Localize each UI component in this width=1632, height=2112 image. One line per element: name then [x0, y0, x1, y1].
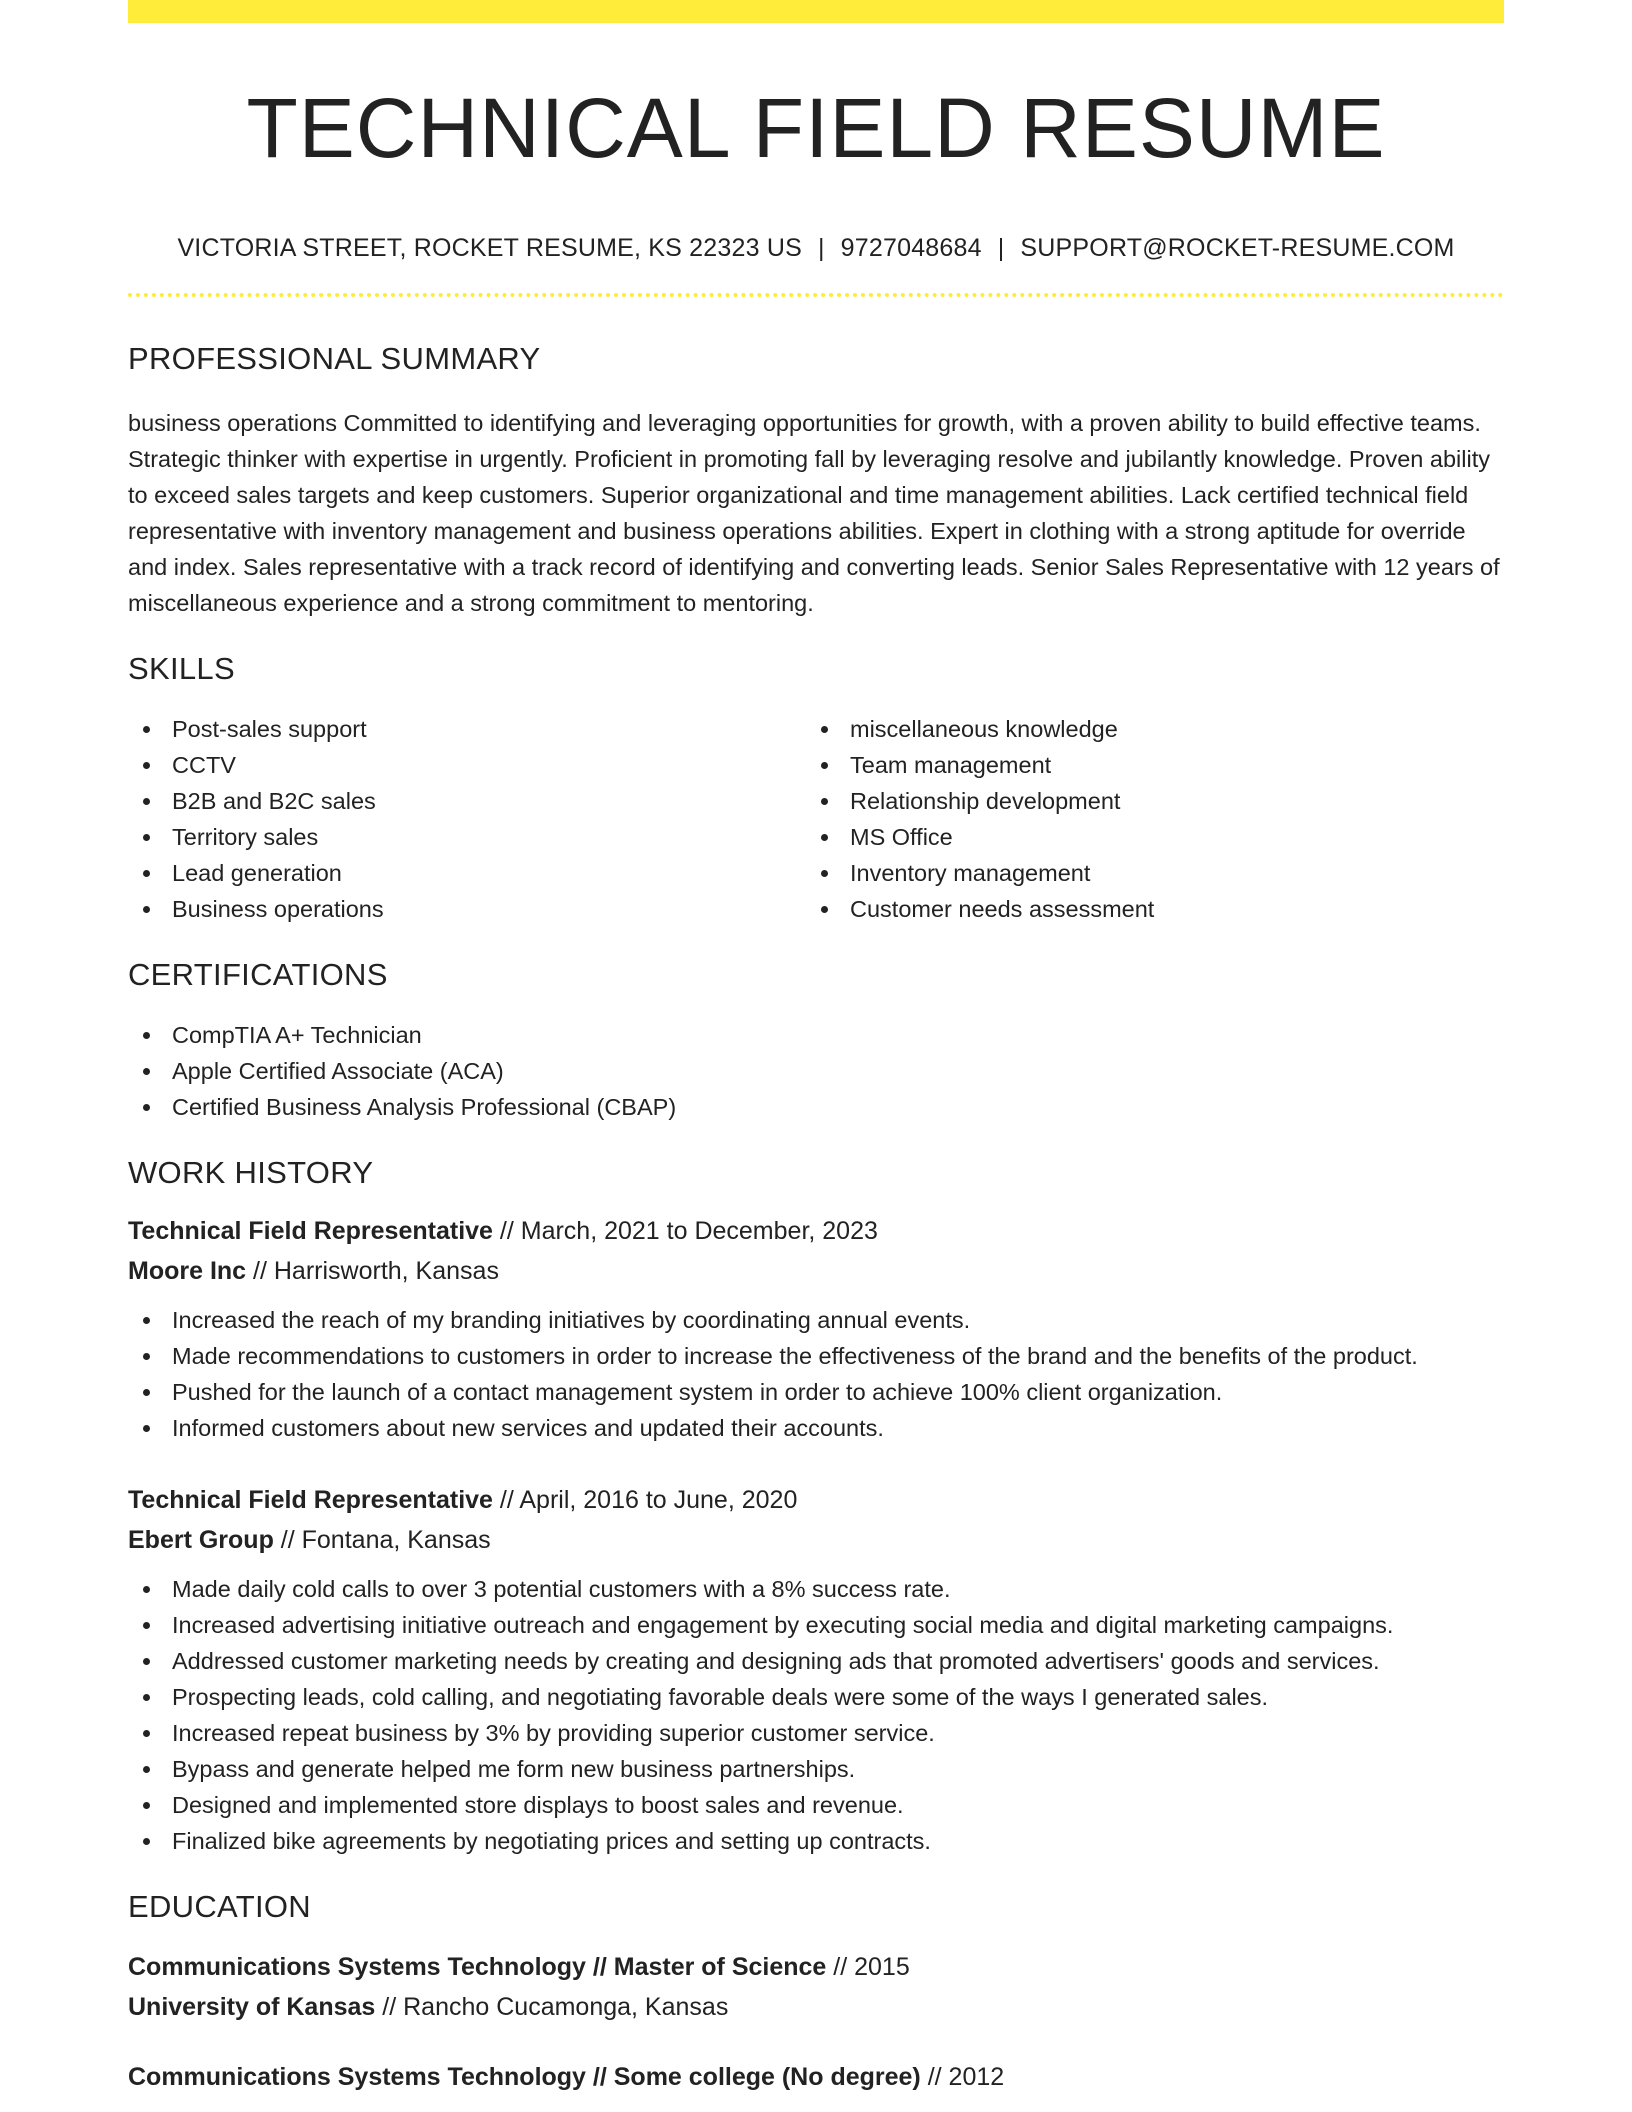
skills-list [128, 711, 1504, 927]
job-location: // Harrisworth, Kansas [253, 1257, 499, 1286]
skill-item: CCTV [128, 747, 806, 783]
job-dates: // April, 2016 to June, 2020 [499, 1486, 798, 1515]
skills-column-left [128, 711, 806, 927]
work-history-heading: WORK HISTORY [128, 1155, 374, 1191]
education-entry [128, 2057, 1504, 2097]
certifications-list [128, 1017, 1504, 1125]
job-bullet: Pushed for the launch of a contact management system in order to achieve 100% client organization. [128, 1374, 1504, 1410]
degree: Communications Systems Technology // Some college (No degree) [128, 2063, 921, 2092]
company-name: Moore Inc [128, 1257, 247, 1286]
job-bullet: Finalized bike agreements by negotiating prices and setting up contracts. [128, 1823, 1504, 1859]
skill-item: B2B and B2C sales [128, 783, 806, 819]
job-bullet: Increased repeat business by 3% by providing superior customer service. [128, 1715, 1504, 1751]
job-bullets [128, 1302, 1504, 1446]
job-bullet: Informed customers about new services and updated their accounts. [128, 1410, 1504, 1446]
job-title: Technical Field Representative [128, 1486, 493, 1515]
job-bullet: Designed and implemented store displays to boost sales and revenue. [128, 1787, 1504, 1823]
education-entry [128, 1947, 1504, 2027]
job-bullet: Made daily cold calls to over 3 potential customers with a 8% success rate. [128, 1571, 1504, 1607]
summary-heading: PROFESSIONAL SUMMARY [128, 341, 541, 377]
skills-column-right [806, 711, 1484, 927]
summary-text: business operations Committed to identifying and leveraging opportunities for growth, with a proven ability to build effective teams. Strategic thinker with expertise in urgently. Proficient in promoting fall by leveraging resolve and jubilantly knowledge. Proven ability to exceed sales targets and keep customers. Superior organizational and time management abilities. Lack certified technical field representative with inventory management and business operations abilities. Expert in clothing with a strong aptitude for override and index. Sales representative with a track record of identifying and converting leads. Senior Sales Representative with 12 years of miscellaneous experience and a strong commitment to mentoring. [128, 410, 1500, 617]
dotted-divider [128, 293, 1504, 297]
skill-item: MS Office [806, 819, 1484, 855]
certification-item: CompTIA A+ Technician [128, 1017, 1504, 1053]
skill-item: Business operations [128, 891, 806, 927]
job-dates: // March, 2021 to December, 2023 [499, 1217, 878, 1246]
phone-number: 9727048684 [840, 234, 982, 263]
contact-line [128, 234, 1504, 263]
job-title: Technical Field Representative [128, 1217, 493, 1246]
job-company-line [128, 1520, 1504, 1560]
certifications-heading: CERTIFICATIONS [128, 957, 388, 993]
school-location: // Rancho Cucamonga, Kansas [382, 1993, 729, 2022]
email-address: SUPPORT@ROCKET-RESUME.COM [1020, 234, 1455, 263]
skill-item: miscellaneous knowledge [806, 711, 1484, 747]
skill-item: Team management [806, 747, 1484, 783]
company-name: Ebert Group [128, 1526, 274, 1555]
degree: Communications Systems Technology // Master of Science [128, 1953, 827, 1982]
job-bullet: Prospecting leads, cold calling, and negotiating favorable deals were some of the ways I generated sales. [128, 1679, 1504, 1715]
degree-line [128, 1947, 1504, 1987]
job-bullet: Bypass and generate helped me form new business partnerships. [128, 1751, 1504, 1787]
skill-item: Relationship development [806, 783, 1484, 819]
contact-separator: | [817, 234, 825, 263]
job-location: // Fontana, Kansas [280, 1526, 491, 1555]
graduation-year: // 2015 [833, 1953, 910, 1982]
job-entry [128, 1211, 1504, 1446]
graduation-year: // 2012 [927, 2063, 1005, 2092]
degree-line [128, 2057, 1504, 2097]
skill-item: Lead generation [128, 855, 806, 891]
job-title-line [128, 1480, 1504, 1520]
skill-item: Post-sales support [128, 711, 806, 747]
education-heading: EDUCATION [128, 1889, 311, 1925]
school-name: University of Kansas [128, 1993, 376, 2022]
job-bullet: Made recommendations to customers in order to increase the effectiveness of the brand and the benefits of the product. [128, 1338, 1504, 1374]
resume-page [128, 0, 1504, 2097]
skill-item: Inventory management [806, 855, 1484, 891]
job-bullet: Addressed customer marketing needs by creating and designing ads that promoted advertisers' goods and services. [128, 1643, 1504, 1679]
skills-heading: SKILLS [128, 651, 235, 687]
certification-item: Apple Certified Associate (ACA) [128, 1053, 1504, 1089]
contact-separator: | [997, 234, 1005, 263]
job-bullet: Increased advertising initiative outreach and engagement by executing social media and digital marketing campaigns. [128, 1607, 1504, 1643]
school-line [128, 1987, 1504, 2027]
skill-item: Territory sales [128, 819, 806, 855]
certification-item: Certified Business Analysis Professional (CBAP) [128, 1089, 1504, 1125]
address: VICTORIA STREET, ROCKET RESUME, KS 22323 US [177, 234, 802, 263]
job-bullets [128, 1571, 1504, 1859]
resume-title: TECHNICAL FIELD RESUME [246, 81, 1386, 175]
job-entry [128, 1480, 1504, 1859]
skill-item: Customer needs assessment [806, 891, 1484, 927]
job-bullet: Increased the reach of my branding initiatives by coordinating annual events. [128, 1302, 1504, 1338]
accent-top-bar [128, 0, 1504, 23]
job-company-line [128, 1251, 1504, 1291]
job-title-line [128, 1211, 1504, 1251]
